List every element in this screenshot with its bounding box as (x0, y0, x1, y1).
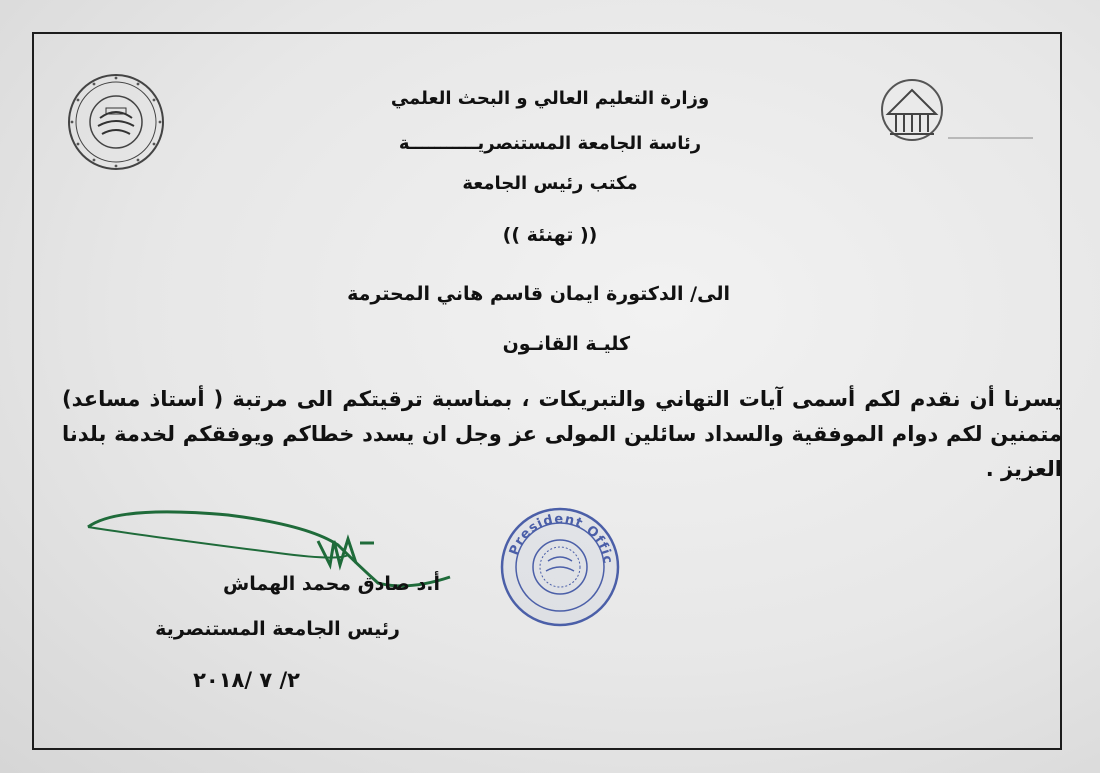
university-presidency-title: رئاسة الجامعة المستنصريـــــــــــة (398, 133, 702, 154)
ministry-title: وزارة التعليم العالي و البحث العلمي (390, 88, 710, 109)
university-seal-logo (66, 72, 166, 176)
signatory-name: أ.د صادق محمد الهماش (222, 573, 440, 595)
document-subject: (( تهنئة )) (502, 224, 598, 246)
recipient-name: الى/ الدكتورة ايمان قاسم هاني المحترمة (347, 283, 730, 305)
stamp-text: President Offic (506, 511, 616, 566)
recipient-college: كليـة القانـون (502, 333, 630, 355)
signatory-title: رئيس الجامعة المستنصرية (155, 618, 400, 640)
ministry-logo (878, 74, 1038, 158)
letter-body: يسرنا أن نقدم لكم أسمى آيات التهاني والتبريكات ، بمناسبة ترقيتكم الى مرتبة ( أستاذ مساعد) متمنين لكم دوام الموفقية والسداد سائلين المولى عز وجل ان يسدد خطاكم ويوفقكم لخدمة بلدنا العزيز . (62, 387, 1062, 481)
president-office-title: مكتب رئيس الجامعة (462, 173, 638, 194)
document-date: ٢/ ٧ /٢٠١٨ (193, 668, 300, 692)
president-office-stamp (498, 505, 623, 634)
